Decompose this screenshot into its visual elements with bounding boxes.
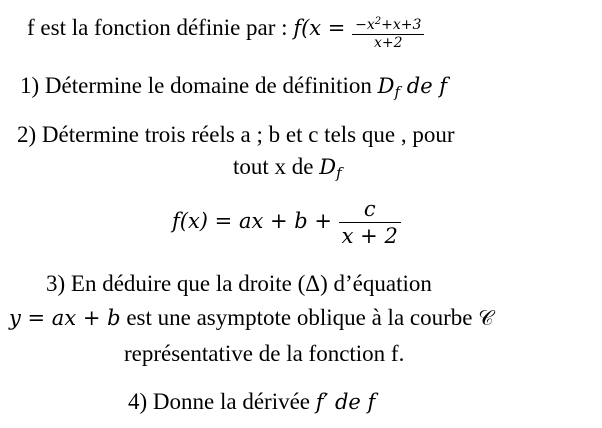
question-4 [128,390,375,413]
question-2-line-1: 2) Détermine trois réels a ; b et c tels que , pour [17,122,455,147]
formula-fraction [339,197,401,248]
intro-prefix: f est la fonction définie par : [27,15,294,40]
q2-domain-symbol: D [319,155,337,179]
q2-line2-text: tout x de [233,154,320,179]
domain-symbol: D [377,74,395,98]
domain-subscript: f [394,83,401,101]
q3-line2-text: est une asymptote oblique à la courbe [120,305,479,330]
formula-fraction-numerator: c [363,197,376,221]
question-3-line-1: 3) En déduire que la droite (Δ) d’équation [46,271,432,296]
question-2-line-2 [233,155,342,181]
q1-tail: de f [400,74,448,98]
asymptote-equation: y = ax + b [9,306,121,330]
decomposition-formula [172,197,401,248]
curve-symbol: 𝒞 [478,306,494,330]
question-3-line-3: représentative de la fonction f. [124,341,405,366]
q4-text: 4) Donne la dérivée [128,389,316,414]
intro-fraction-denominator: x+2 [373,35,403,51]
q1-text: 1) Détermine le domaine de définition [20,73,378,98]
formula-fraction-denominator: x + 2 [341,224,398,248]
fraction-bar [339,222,401,223]
intro-fraction-numerator: $-x^2+x+3$ [355,16,422,33]
function-definition [27,14,424,51]
derivative-expression: f′ de f [315,390,376,414]
formula-lhs: f(x) = ax + b + [172,208,339,233]
q2-domain-subscript: f [336,164,342,182]
question-3-line-2 [9,306,494,329]
intro-lhs: f(x = [293,16,353,40]
intro-fraction [352,14,424,51]
question-1 [20,74,447,100]
